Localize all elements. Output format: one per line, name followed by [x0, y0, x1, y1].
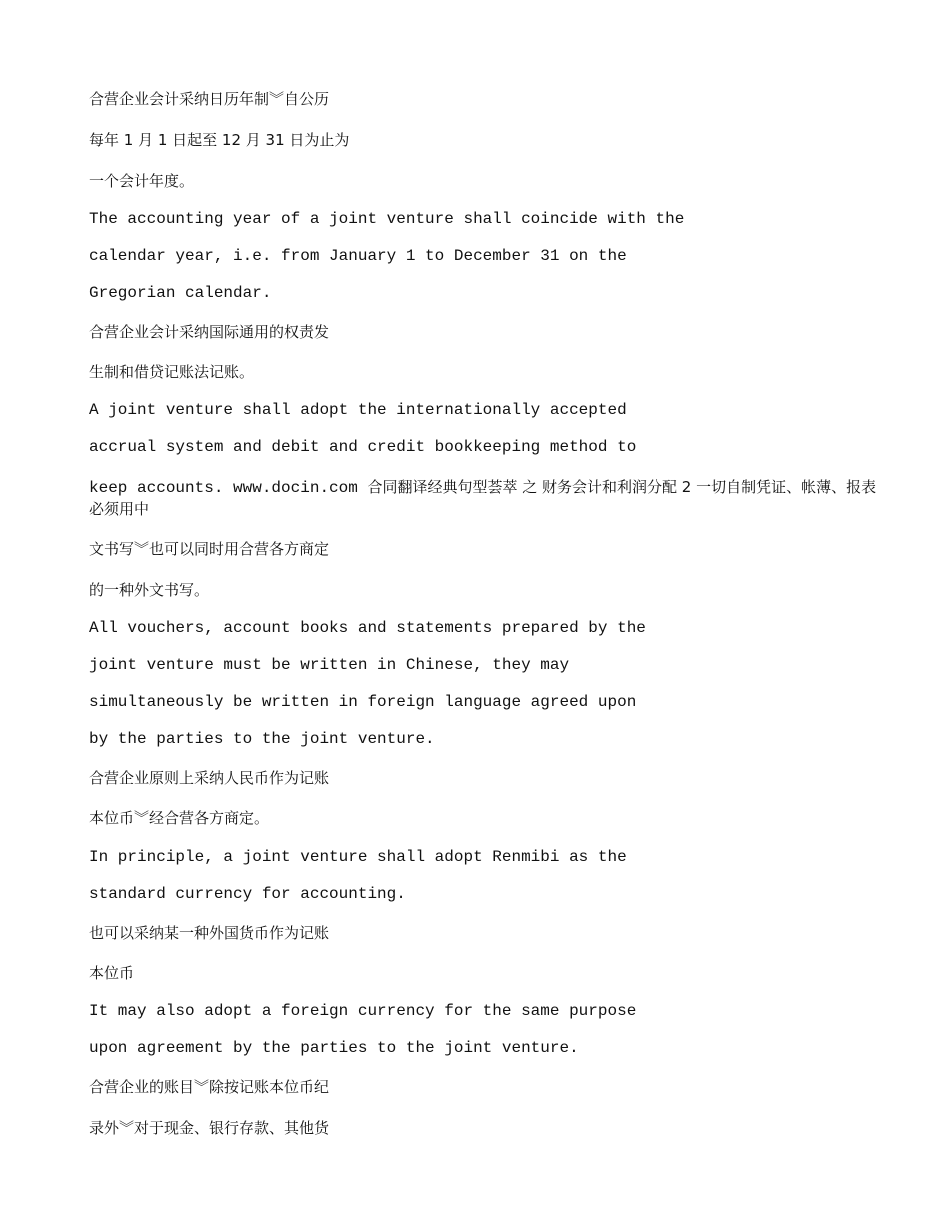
mixed-text-english: keep accounts. www.docin.com	[89, 479, 368, 497]
text-line: 也可以采纳某一种外国货币作为记账	[89, 924, 330, 942]
text-line: The accounting year of a joint venture shall coincide with the	[89, 210, 685, 228]
text-line: 本位币	[89, 964, 135, 982]
text-line: 合营企业会计采纳国际通用的权责发	[89, 323, 330, 341]
text-line: standard currency for accounting.	[89, 885, 406, 903]
mixed-text-line	[89, 477, 889, 521]
text-line: Gregorian calendar.	[89, 284, 272, 302]
text-line: 合营企业原则上采纳人民币作为记账	[89, 769, 330, 787]
text-line: simultaneously be written in foreign language agreed upon	[89, 693, 637, 711]
text-line: 录外︾对于现金、银行存款、其他货	[89, 1119, 330, 1137]
text-line: It may also adopt a foreign currency for the same purpose	[89, 1002, 637, 1020]
text-line: 每年 1 月 1 日起至 12 月 31 日为止为	[89, 131, 350, 149]
text-line: 生制和借贷记账法记账。	[89, 363, 255, 381]
text-line: calendar year, i.e. from January 1 to December 31 on the	[89, 247, 627, 265]
text-line: In principle, a joint venture shall adopt Renmibi as the	[89, 848, 627, 866]
text-line: upon agreement by the parties to the joint venture.	[89, 1039, 579, 1057]
text-line: All vouchers, account books and statements prepared by the	[89, 619, 646, 637]
text-line: A joint venture shall adopt the internationally accepted	[89, 401, 627, 419]
text-line: 合营企业的账目︾除按记账本位币纪	[89, 1078, 330, 1096]
text-line: 文书写︾也可以同时用合营各方商定	[89, 540, 330, 558]
text-line: 的一种外文书写。	[89, 581, 210, 599]
text-line: 合营企业会计采纳日历年制︾自公历	[89, 90, 330, 108]
text-line: joint venture must be written in Chinese, they may	[89, 656, 570, 674]
text-line: accrual system and debit and credit bookkeeping method to	[89, 438, 637, 456]
text-line: 一个会计年度。	[89, 172, 195, 190]
text-line: by the parties to the joint venture.	[89, 730, 435, 748]
mixed-text-chinese: 合同翻译经典句型荟萃 之 财务会计和利润分配 2 一切自制凭证、帐薄、报表必须用中	[89, 478, 877, 518]
text-line: 本位币︾经合营各方商定。	[89, 809, 270, 827]
